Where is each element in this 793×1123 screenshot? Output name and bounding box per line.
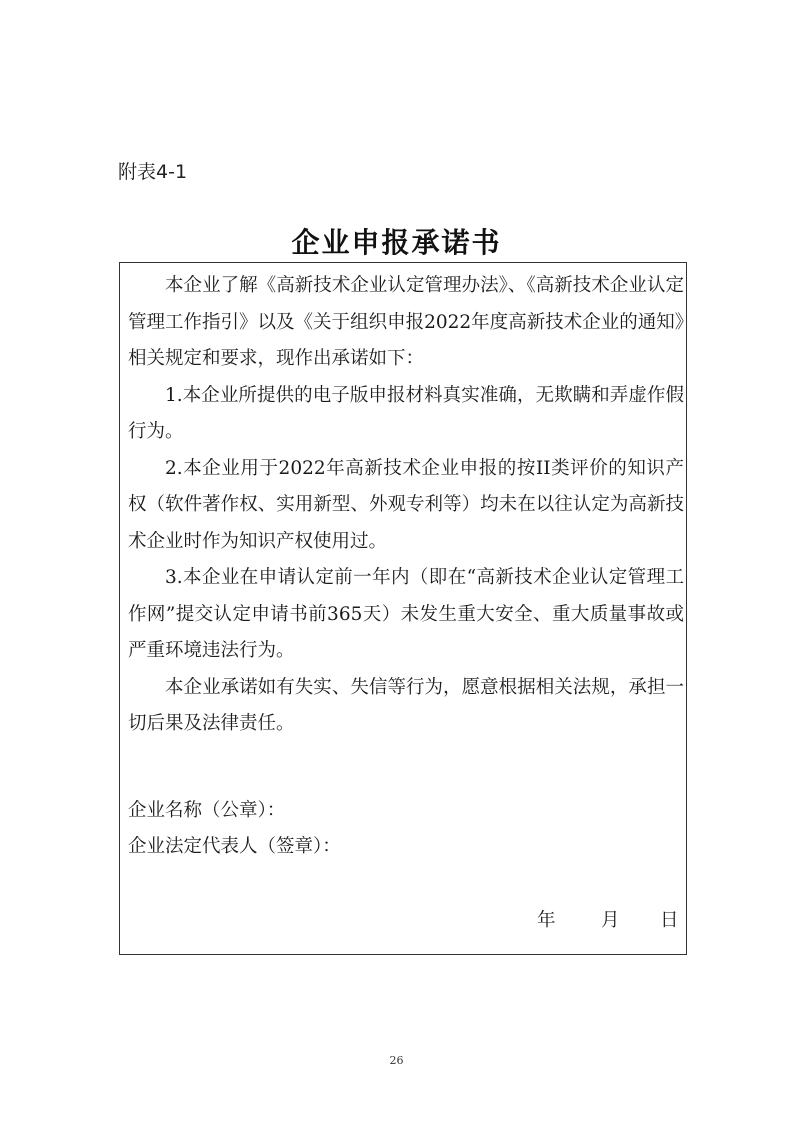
intro-paragraph: 本企业了解《高新技术企业认定管理办法》、《高新技术企业认定管理工作指引》以及《关于组织申报2022年度高新技术企业的通知》相关规定和要求，现作出承诺如下： — [128, 275, 684, 369]
signature-block — [128, 793, 678, 865]
commitment-item-1: 1.本企业所提供的电子版申报材料真实准确，无欺瞒和弄虚作假行为。 — [128, 384, 684, 442]
date-day: 日 — [660, 910, 679, 931]
page-number: 26 — [389, 1054, 404, 1067]
date-year: 年 — [537, 910, 556, 931]
document-title: 企业申报承诺书 — [291, 226, 502, 259]
closing-paragraph: 本企业承诺如有失实、失信等行为，愿意根据相关法规，承担一切后果及法律责任。 — [128, 676, 684, 734]
commitment-item-2: 2.本企业用于2022年高新技术企业申报的按II类评价的知识产权（软件著作权、实用新型、外观专利等）均未在以往认定为高新技术企业时作为知识产权使用过。 — [128, 457, 684, 552]
legal-representative-field: 企业法定代表人（签章）： — [128, 836, 341, 857]
company-name-field: 企业名称（公章）： — [128, 800, 286, 821]
commitment-item-3: 3.本企业在申请认定前一年内（即在“高新技术企业认定管理工作网”提交认定申请书前365天）未发生重大安全、重大质量事故或严重环境违法行为。 — [128, 567, 684, 661]
commitment-body — [128, 268, 684, 743]
attachment-label: 附表4-1 — [118, 161, 188, 183]
date-month: 月 — [601, 910, 620, 931]
